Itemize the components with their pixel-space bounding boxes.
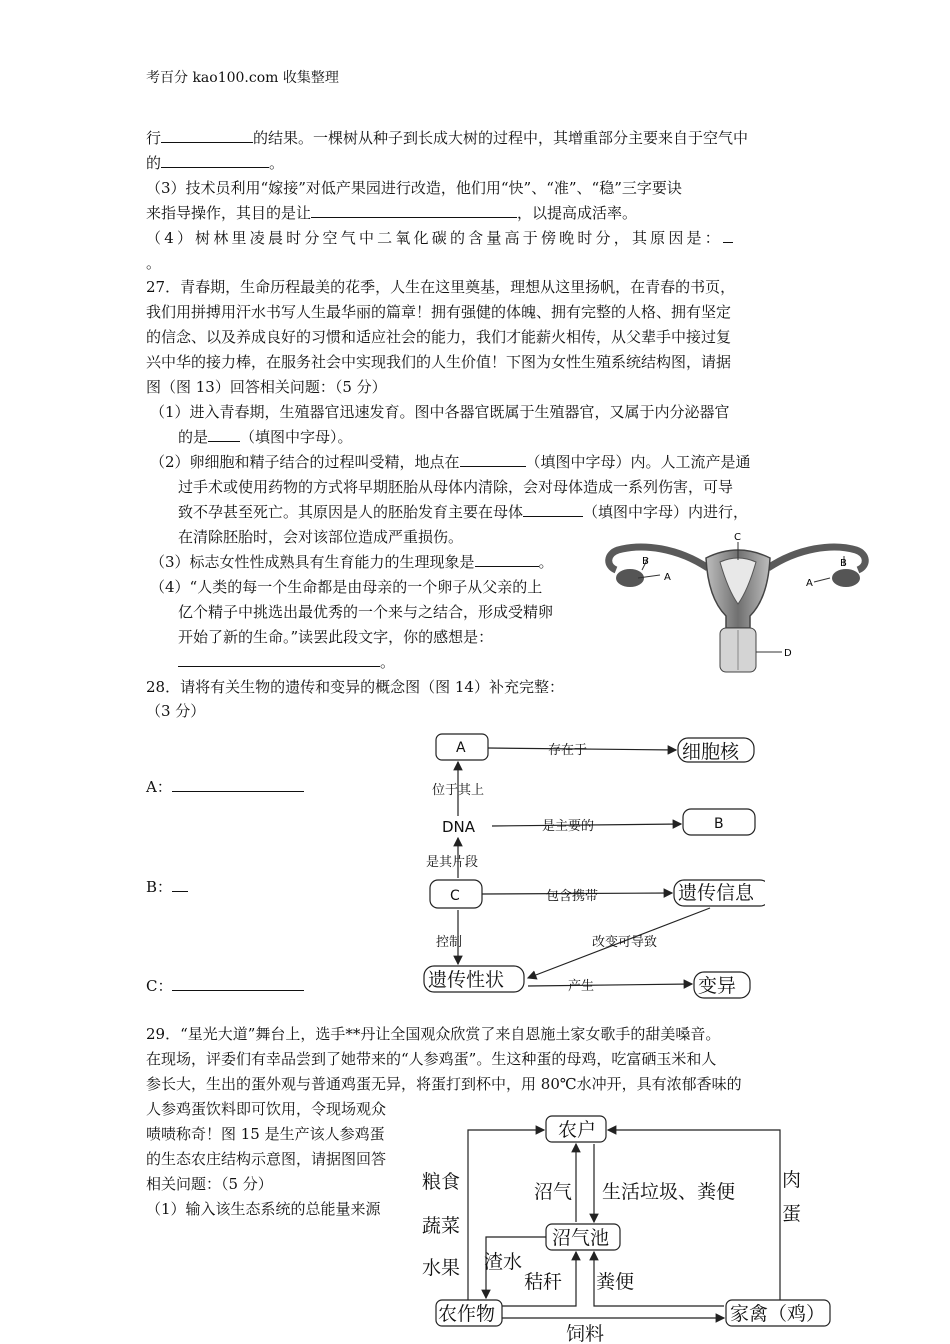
label-c: C: [734, 532, 741, 543]
q27-part2-b: （填图中字母）内。人工流产是通: [525, 453, 751, 471]
q27-part2-d: 致不孕甚至死亡。其原因是人的胚胎发育主要在母体: [178, 503, 524, 521]
label-veg: 蔬菜: [422, 1215, 461, 1237]
q27-part4-line-4: [178, 652, 395, 672]
q26-line-2-b: 。: [269, 154, 285, 172]
q27-intro-3: 的信念、以及养成良好的习惯和适应社会的能力，我们才能薪火相传，从父辈手中接过复: [146, 328, 732, 346]
node-pool: 沼气池: [552, 1227, 610, 1249]
node-traits: 遗传性状: [428, 969, 505, 991]
edge-exists-in: 存在于: [548, 743, 588, 758]
q26-line-1: [146, 128, 748, 148]
answer-blank[interactable]: [172, 877, 188, 892]
answer-blank[interactable]: [172, 777, 304, 792]
edge-change-leads: 改变可导致: [592, 935, 658, 950]
label-feed: 饲料: [566, 1323, 605, 1344]
q29-line-7: 相关问题：（5 分）: [146, 1175, 273, 1193]
q27-part3-a: （3）标志女性性成熟具有生育能力的生理现象是: [150, 553, 475, 571]
q28-answer-a-label: A：: [146, 778, 172, 796]
genetics-concept-map: [420, 728, 765, 1000]
q28-answer-c: [146, 976, 304, 996]
label-grain: 粮食: [422, 1171, 461, 1193]
left-fallopian-tube: [609, 547, 708, 570]
label-fruit: 水果: [422, 1257, 461, 1279]
answer-blank[interactable]: [460, 452, 526, 467]
q26-line-1-a: 行: [146, 129, 162, 147]
edge-is-main: 是主要的: [542, 819, 595, 834]
q27-part1-line-2: [178, 427, 353, 447]
edge-produces: 产生: [568, 979, 595, 994]
q27-part1-b: （填图中字母）。: [240, 428, 353, 446]
answer-blank[interactable]: [178, 652, 380, 667]
q27-part3: [150, 552, 554, 572]
edge-located-on: 位于其上: [432, 783, 485, 798]
q28-answer-b-label: B：: [146, 878, 173, 896]
node-dna: DNA: [442, 818, 476, 836]
answer-blank[interactable]: [523, 502, 583, 517]
answer-blank[interactable]: [172, 976, 304, 991]
q29-line-8: （1）输入该生态系统的总能量来源: [146, 1200, 381, 1218]
label-straw: 秸秆: [524, 1271, 563, 1293]
q27-part4-end: 。: [380, 653, 396, 671]
q26-line-2-a: 的: [146, 154, 162, 172]
q26-line-1-b: 的结果。一棵树从种子到长成大树的过程中，其增重部分主要来自于空气中: [253, 129, 749, 147]
label-b-right: B: [840, 558, 847, 569]
q26-part3-b: ，以提高成活率。: [517, 204, 638, 222]
node-variation: 变异: [698, 975, 737, 997]
label-meat: 肉: [782, 1169, 802, 1191]
q28-answer-c-label: C：: [146, 977, 173, 995]
edge-controls: 控制: [436, 935, 463, 950]
label-d: D: [784, 648, 792, 659]
label-a-right: A: [806, 578, 813, 589]
q27-part1-line-1: （1）进入青春期，生殖器官迅速发育。图中各器官既属于生殖器官，又属于内分泌器官: [150, 403, 730, 421]
answer-blank[interactable]: [161, 128, 253, 143]
q29-line-2: 在现场，评委们有幸品尝到了她带来的“人参鸡蛋”。生这种蛋的母鸡，吃富硒玉米和人: [146, 1050, 717, 1068]
q27-part4-line-3: 开始了新的生命。”读罢此段文字，你的感想是：: [178, 628, 494, 646]
q28-score: （3 分）: [146, 702, 206, 720]
ecological-farm-diagram: [416, 1110, 836, 1344]
label-residue: 渣水: [484, 1251, 523, 1273]
node-c: C: [450, 888, 460, 904]
q27-intro-1: 27．青春期，生命历程最美的花季，人生在这里奠基，理想从这里扬帆，在青春的书页，: [146, 278, 736, 296]
q27-part1-a: 的是: [178, 428, 209, 446]
node-farmer: 农户: [558, 1119, 597, 1141]
label-b-left: B: [642, 556, 649, 567]
right-ovary: [832, 569, 860, 587]
q27-part4-line-1: （4）“人类的每一个生命都是由母亲的一个卵子从父亲的上: [150, 578, 543, 596]
q26-part3-line-2: [146, 203, 637, 223]
label-a-left: A: [664, 572, 671, 583]
q26-part4-text: （4）树林里凌晨时分空气中二氧化碳的含量高于傍晚时分，其原因是：: [146, 229, 723, 247]
label-waste: 生活垃圾、粪便: [602, 1181, 736, 1203]
q29-line-4: 人参鸡蛋饮料即可饮用，令现场观众: [146, 1100, 387, 1118]
node-gene-info: 遗传信息: [678, 882, 755, 904]
q27-part2-e: （填图中字母）内进行，: [583, 503, 749, 521]
q27-part2-line-4: 在清除胚胎时，会对该部位造成严重损伤。: [178, 528, 464, 546]
q26-line-2: [146, 153, 284, 173]
q28-answer-b: [146, 877, 188, 897]
q27-intro-4: 兴中华的接力棒，在服务社会中实现我们的人生价值！下图为女性生殖系统结构图，请据: [146, 353, 732, 371]
answer-blank[interactable]: [311, 203, 517, 218]
node-b: B: [714, 816, 724, 832]
q27-intro-5: 图（图 13）回答相关问题：（5 分）: [146, 378, 387, 396]
node-a: A: [456, 740, 466, 756]
edge-is-segment: 是其片段: [426, 855, 479, 870]
label-manure: 粪便: [596, 1271, 635, 1293]
q28-answer-a: [146, 777, 304, 797]
q27-intro-2: 我们用拼搏用汗水书写人生最华丽的篇章！拥有强健的体魄、拥有完整的人格、拥有坚定: [146, 303, 732, 321]
answer-blank[interactable]: [208, 427, 240, 442]
edge-contains: 包含携带: [546, 889, 599, 904]
q26-part4-line-1: [146, 228, 733, 248]
reproductive-system-figure: [598, 528, 876, 678]
q29-line-6: 的生态农庄结构示意图，请据图回答: [146, 1150, 387, 1168]
q28-stem: 28．请将有关生物的遗传和变异的概念图（图 14）补充完整：: [146, 678, 564, 696]
answer-blank[interactable]: [161, 153, 269, 168]
label-biogas: 沼气: [534, 1181, 573, 1203]
q29-line-3: 参长大，生出的蛋外观与普通鸡蛋无异，将蛋打到杯中，用 80℃水冲开，具有浓郁香味的: [146, 1075, 742, 1093]
node-poultry: 家禽（鸡）: [730, 1303, 826, 1325]
answer-blank[interactable]: [475, 552, 539, 567]
q27-part3-b: 。: [538, 553, 554, 571]
right-fallopian-tube: [768, 547, 865, 570]
q26-part3-line-1: （3）技术员利用“嫁接”对低产果园进行改造，他们用“快”、“准”、“稳”三字要诀: [146, 179, 682, 197]
q26-part3-a: 来指导操作，其目的是让: [146, 204, 312, 222]
q27-part2-line-2: 过手术或使用药物的方式将早期胚胎从母体内清除，会对母体造成一系列伤害，可导: [178, 478, 734, 496]
q26-part4-end: 。: [146, 254, 162, 272]
q27-part2-line-3: [178, 502, 748, 522]
q27-part4-line-2: 亿个精子中挑选出最优秀的一个来与之结合，形成受精卵: [178, 603, 554, 621]
arrow-produces: [528, 984, 692, 986]
page-header: 考百分 kao100.com 收集整理: [146, 70, 339, 86]
label-egg: 蛋: [782, 1203, 802, 1225]
q29-line-5: 啧啧称奇！图 15 是生产该人参鸡蛋: [146, 1125, 385, 1143]
q29-line-1: 29．“星光大道”舞台上，选手**丹让全国观众欣赏了来自恩施土家女歌手的甜美嗓音。: [146, 1025, 721, 1043]
node-nucleus: 细胞核: [682, 741, 740, 763]
q27-part2-a: （2）卵细胞和精子结合的过程叫受精，地点在: [150, 453, 460, 471]
q27-part2-line-1: [150, 452, 751, 472]
answer-blank[interactable]: [723, 228, 733, 243]
node-crops: 农作物: [438, 1303, 496, 1325]
